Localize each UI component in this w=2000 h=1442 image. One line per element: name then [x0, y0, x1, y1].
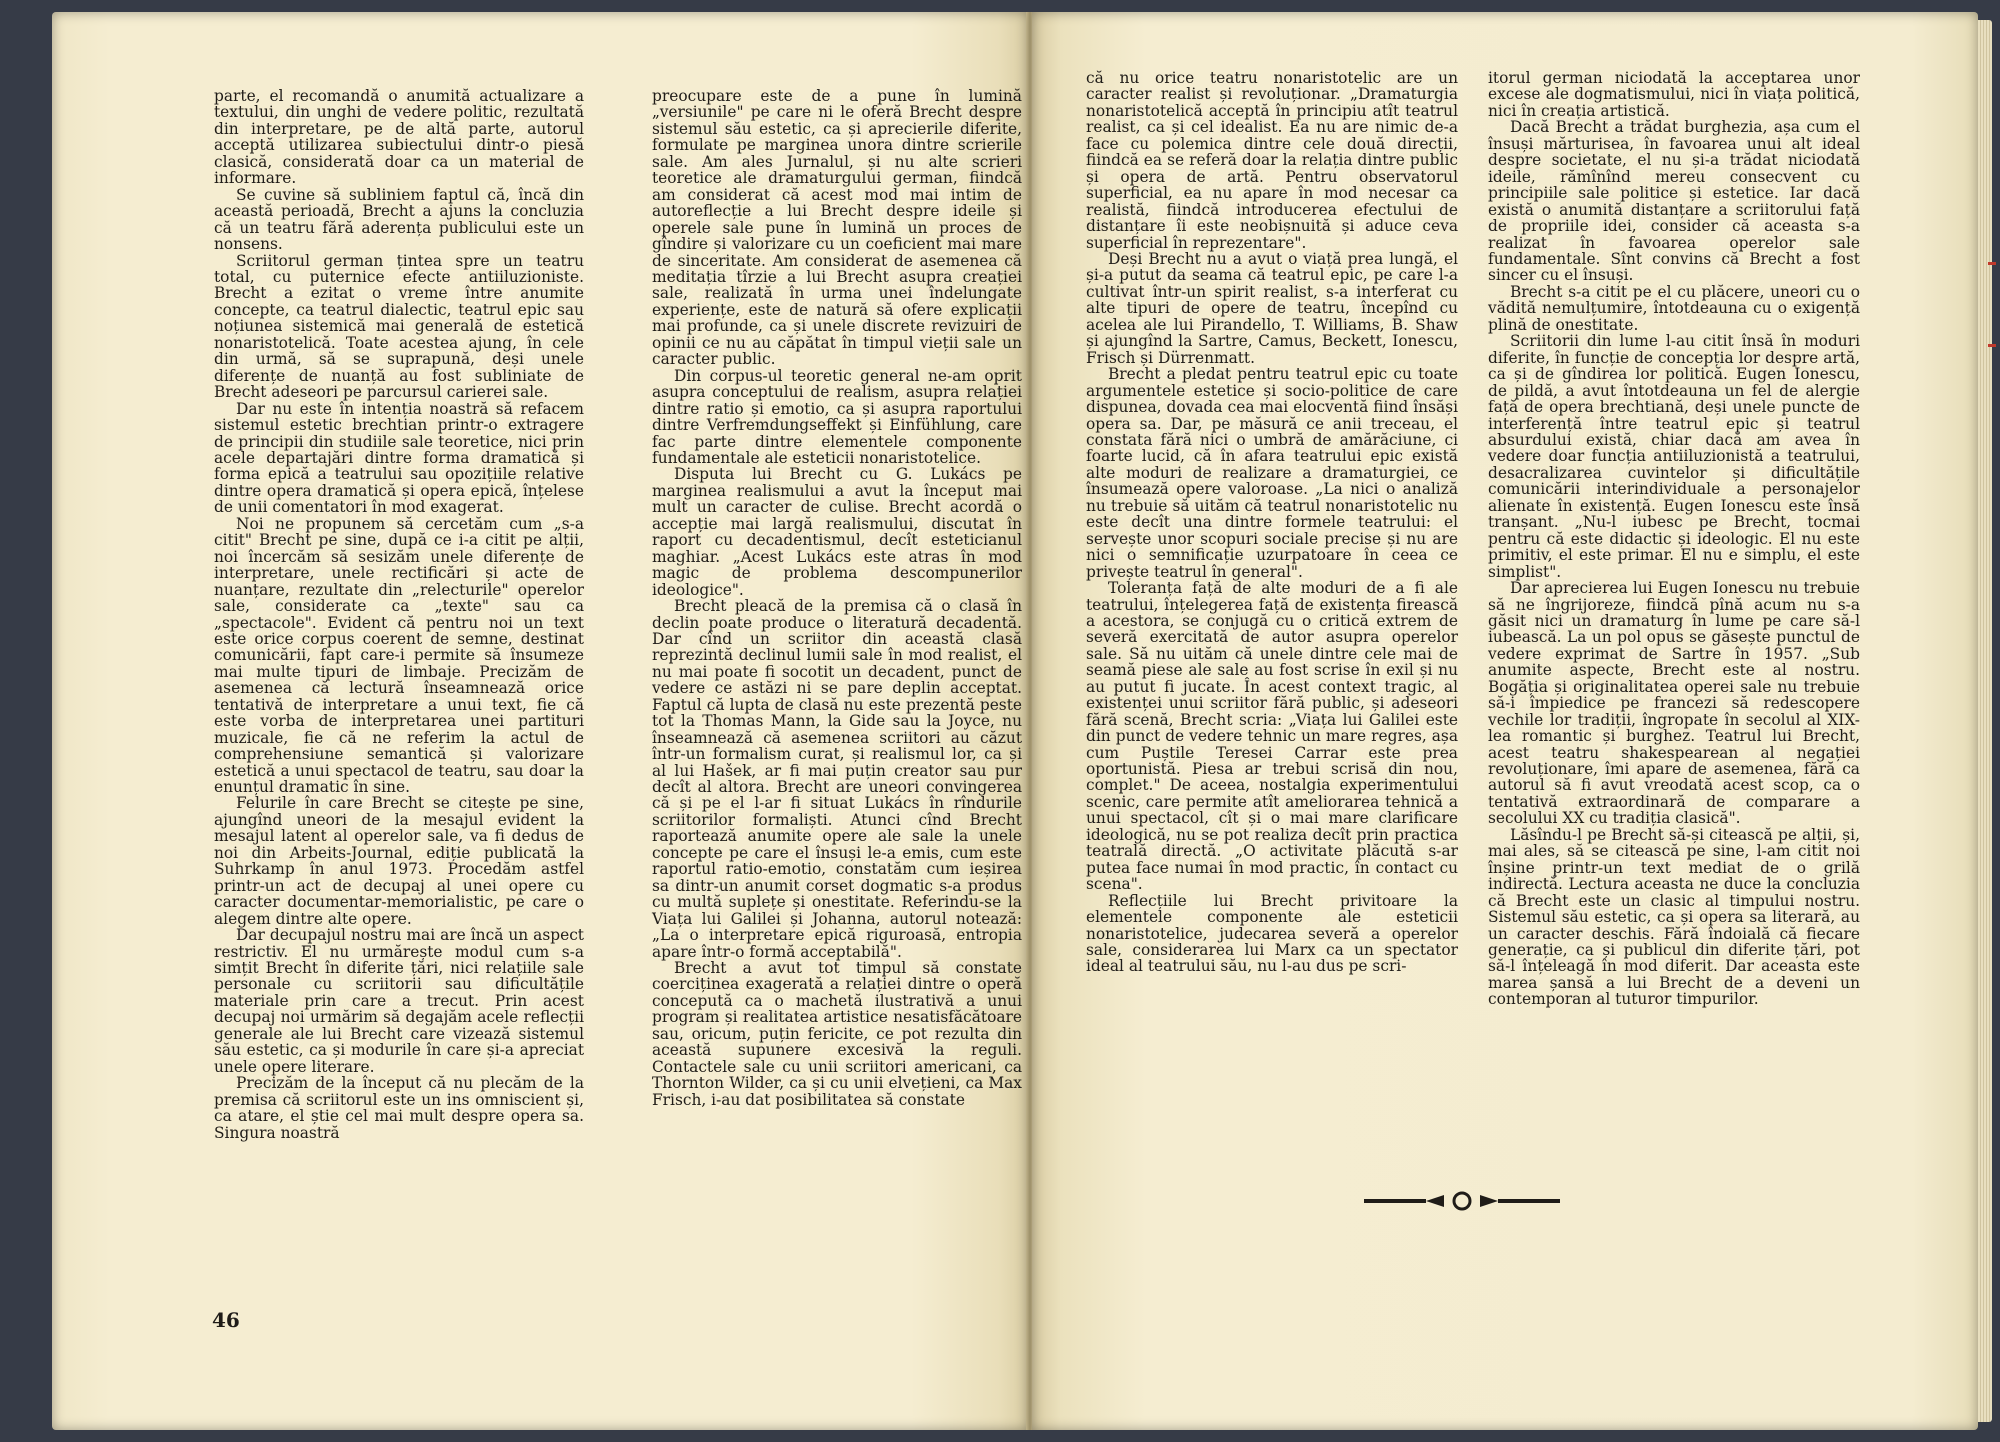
paragraph: Deși Brecht nu a avut o viață prea lungă, el și-a putut da seama că teatrul epic, pe care l-a cultivat într-un spirit realist, s-a interferat cu alte tipuri de opere de teatru, începînd cu acelea ale lui Pirandello, T. Williams, B. Shaw și ajungînd la Sartre, Camus, Beckett, Ionescu, Frisch și Dürrenmatt.: [1086, 249, 1458, 367]
paragraph: preocupare este de a pune în lumină „versiunile" pe care ni le oferă Brecht despre sistemul său estetic, ca și aprecierile diferite, formulate pe marginea unora dintre scrierile sale. Am ales Jurnalul, și nu alte scrieri teoretice ale dramaturgului german, fiindcă am considerat că acest mod mai intim de autoreflecție a lui Brecht despre ideile și operele sale pune în lumină un proces de gîndire și valorizare cu un coeficient mai mare de sinceritate. Am considerat de asemenea că meditația tîrzie a lui Brecht asupra creației sale, realizată în urma unei îndelungate experiențe, este de natură să ofere explicații mai profunde, ca și unele discrete revizuiri de opinii ce nu au căpătat în timpul vieții sale un caracter public.: [652, 87, 1022, 369]
paragraph: Brecht s-a citit pe el cu plăcere, uneori cu o vădită nemulțumire, întotdeauna cu o exigență plină de onestitate.: [1488, 282, 1860, 334]
paragraph: Se cuvine să subliniem faptul că, încă din această perioadă, Brecht a ajuns la concluzia că un teatru fără aderența publicului este un nonsens.: [214, 185, 584, 254]
text-column-1: [214, 88, 584, 1141]
text-column-3: [1086, 70, 1458, 975]
paragraph: Brecht pleacă de la premisa că o clasă în declin poate produce o literatură decadentă. Dar cînd un scriitor din această clasă reprezintă declinul lumii sale în mod realist, el nu mai poate fi socotit un decadent, punct de vedere ce astăzi ni se pare deplin acceptat. Faptul că lupta de clasă nu este prezentă peste tot la Thomas Mann, la Gide sau la Joyce, nu înseamnează că asemenea scriitori au căzut într-un formalism curat, și realismul lor, ca și al lui Hašek, ar fi mai puțin creator sau pur decît al altora. Brecht are uneori convingerea că și pe el l-ar fi situat Lukács în rîndurile scriitorilor formaliști. Atunci cînd Brecht raportează anumite opere ale sale la unele concepte pe care el însuși le-a emis, cum este raportul ratio-emotio, constatăm cum ieșirea sa dintr-un anumit corset dogmatic s-a produs cu multă suplețe și onestitate. Referindu-se la Viața lui Galilei și Johanna, autorul notează: „La o interpretare epică riguroasă, entropia apare într-o formă acceptabilă".: [652, 597, 1022, 961]
paragraph: Brecht a avut tot timpul să constate coerciținea exagerată a relației dintre o operă concepută ca o machetă ilustrativă a unui program și realitatea artistice nesatisfăcătoare sau, oricum, puțin fericite, ce pot rezulta din această supunere excesivă la reguli. Contactele sale cu unii scriitori americani, ca Thornton Wilder, ca și cu unii elvețieni, ca Max Frisch, i-au dat posibilitatea să constate: [652, 959, 1022, 1109]
paragraph: Dar decupajul nostru mai are încă un aspect restrictiv. El nu urmărește modul cum s-a simțit Brecht în diferite țări, nici relațiile sale personale cu scriitorii sau dificultățile materiale prin care a trecut. Prin acest decupaj noi urmărim să degajăm acele reflecții generale ale lui Brecht care vizează sistemul său estetic, ca și modurile în care și-a apreciat unele opere literare.: [214, 926, 584, 1076]
paragraph: că nu orice teatru nonaristotelic are un caracter realist și revoluționar. „Dramaturgia nonaristotelică acceptă în principiu atît teatrul realist, ca și cel idealist. Ea nu are nimic de-a face cu polemica dintre cele două direcții, fiindcă ea se referă doar la relația dintre public și opera de artă. Pentru observatorul superficial, ea nu apare în mod necesar ca realistă, fiindcă introducerea efectului de distanțare îi este neobișnuită și aduce ceva superficial în reprezentare".: [1086, 69, 1458, 252]
paragraph: Precizăm de la început că nu plecăm de la premisa că scriitorul este un ins omniscient și, ca atare, el știe cel mai mult despre opera sa. Singura noastră: [214, 1074, 584, 1142]
page-edges: [1978, 20, 1992, 1422]
paragraph: Noi ne propunem să cercetăm cum „s-a citit" Brecht pe sine, după ce i-a citit pe alții, noi încercăm să sesizăm unele diferențe de interpretare, unele rectificări și acte de nuanțare, rezultate din „relecturile" operelor sale, considerate ca „texte" sau ca „spectacole". Evident că pentru noi un text este orice corpus coerent de semne, destinat comunicării, fapt care-i permite să însumeze mai multe tipuri de limbaje. Precizăm de asemenea că lectură înseamnează orice tentativă de interpretare a unui text, fie că este vorba de interpretarea unei partituri muzicale, fie că ne referim la actul de comprehensiune semantică și valorizare estetică a unui spectacol de teatru, sau doar la enunțul dramatic în sine.: [214, 514, 584, 797]
paragraph: Disputa lui Brecht cu G. Lukács pe marginea realismului a avut la început mai mult un caracter de culise. Brecht acordă o accepție mai largă realismului, discutat în raport cu decadentismul, decît esteticianul maghiar. „Acest Lukács este atras în mod magic de problema descompunerilor ideologice".: [652, 465, 1022, 599]
paragraph: Din corpus-ul teoretic general ne-am oprit asupra conceptului de realism, asupra relației dintre ratio și emotio, ca și asupra raportului dintre Verfremdungseffekt și Einfühlung, care fac parte dintre elementele componente fundamentale ale esteticii nonaristotelice.: [652, 366, 1022, 467]
paragraph: Scriitorii din lume l-au citit însă în moduri diferite, în funcție de concepția lor despre artă, ca și de gîndirea lor politică. Eugen Ionescu, de pildă, a avut întotdeauna un fel de alergie față de opera brechtiană, deși unele puncte de interferență între teatrul epic și teatrul absurdului există, chiar dacă am avea în vedere doar funcția antiiluzionistă a teatrului, desacralizarea cuvintelor și dificultățile comunicării interindividuale a personajelor alienate în existență. Eugen Ionescu este însă tranșant. „Nu-l iubesc pe Brecht, tocmai pentru că este didactic și ideologic. El nu este primitiv, el este primar. El nu e simplu, el este simplist".: [1488, 332, 1860, 581]
ornament-divider-icon: [1362, 1186, 1562, 1216]
paragraph: Dar nu este în intenția noastră să refacem sistemul estetic brechtian printr-o extragere de principii din studiile sale teoretice, nici prin acele departajări dintre forma dramatică și forma epică a teatrului sau opozițiile relative dintre opera dramatică și opera epică, înțelese de unii comentatori în mod exagerat.: [214, 399, 584, 517]
paragraph: Reflecțiile lui Brecht privitoare la elementele componente ale esteticii nonaristotelice, judecarea severă a operelor sale, considerarea lui Marx ca un spectator ideal al teatrului său, nu l-au dus pe scri-: [1086, 891, 1458, 976]
paragraph: Scriitorul german țintea spre un teatru total, cu puternice efecte antiiluzioniste. Brecht a ezitat o vreme între anumite concepte, ca teatrul dialectic, teatrul epic sau noțiunea sistemică mai generală de estetică nonaristotelică. Toate acestea ajung, în cele din urmă, să se suprapună, deși unele diferențe de nuanță au fost subliniate de Brecht adeseori pe parcursul carierei sale.: [214, 251, 584, 402]
paragraph: Brecht a pledat pentru teatrul epic cu toate argumentele estetice și socio-politice de care dispunea, dovada cea mai elocventă fiind însăși opera sa. Dar, pe măsură ce anii treceau, el constata fără nici o umbră de amărăciune, ci foarte lucid, că în afara teatrului epic există alte moduri de realizare a dramaturgiei, ce însumează opere valoroase. „La nici o analiză nu trebuie să uităm că teatrul nonaristotelic nu este decît una dintre formele teatrului: el servește unor scopuri sociale precise și nu are nici o semnificație uzurpatoare în ceea ce privește teatrul în general".: [1086, 365, 1458, 581]
paragraph: Lăsîndu-l pe Brecht să-și citească pe alții, și, mai ales, să se citească pe sine, l-am citit noi înșine printr-un text mediat de o grilă indirectă. Lectura aceasta ne duce la concluzia că Brecht este un clasic al timpului nostru. Sistemul său estetic, ca și opera sa literară, au un caracter deschis. Fără îndoială că fiecare generație, ca și publicul din diferite țări, pot să-l înțeleagă în mod diferit. Dar aceasta este marea șansă a lui Brecht de a deveni un contemporan al tuturor timpurilor.: [1488, 825, 1860, 1009]
margin-mark: [1988, 262, 1996, 265]
paragraph: parte, el recomandă o anumită actualizare a textului, din unghi de vedere politic, rezultată din interpretare, pe de altă parte, autorul acceptă utilizarea subiectului dintr-o piesă clasică, considerată doar ca un material de informare.: [214, 87, 584, 188]
margin-mark: [1988, 344, 1996, 347]
paragraph: Felurile în care Brecht se citește pe sine, ajungînd uneori de la mesajul evident la mesajul latent al operelor sale, va fi dedus de noi din Arbeits-Journal, ediție publicată la Suhrkamp în anul 1973. Procedăm astfel printr-un act de decupaj al unei opere cu caracter documentar-memorialistic, pe care o alegem dintre alte opere.: [214, 794, 584, 928]
paragraph: Toleranța față de alte moduri de a fi ale teatrului, înțelegerea față de existența firească a acestora, se conjugă cu o critică extrem de severă exercitată de autor asupra operelor sale. Să nu uităm că unele dintre cele mai de seamă piese ale sale au fost scrise în exil și nu au putut fi jucate. În acest context tragic, al existenței unui scriitor fără public, și adeseori fără scenă, Brecht scria: „Viața lui Galilei este din punct de vedere tehnic un mare regres, așa cum Puștile Teresei Carrar este prea oportunistă. Piesa ar trebui scrisă din nou, complet." De aceea, nostalgia experimentului scenic, care permite atît ameliorarea tehnică a unui spectacol, cît și o mai mare clarificare ideologică, nu se pot realiza decît prin practica teatrală directă. „O activitate plăcută s-ar putea face numai în mod practic, în contact cu scena".: [1086, 579, 1458, 894]
text-column-4: [1488, 70, 1860, 1008]
paragraph: Dacă Brecht a trădat burghezia, așa cum el însuși mărturisea, în favoarea unui alt ideal despre societate, el nu și-a trădat niciodată ideile, rămînînd mereu consecvent cu principiile sale politice și estetice. Iar dacă există o anumită distanțare a scriitorului față de propriile idei, consider că aceasta s-a realizat în favoarea operelor sale fundamentale. Sînt convins că Brecht a fost sincer cu el însuși.: [1488, 118, 1860, 285]
paragraph: Dar aprecierea lui Eugen Ionescu nu trebuie să ne îngrijoreze, fiindcă pînă acum nu s-a găsit nici un dramaturg în lume pe care să-l iubească. La un pol opus se găsește punctul de vedere exprimat de Sartre în 1957. „Sub anumite aspecte, Brecht este al nostru. Bogăția și originalitatea operei sale nu trebuie să-i împiedice pe francezi să redescopere vechile lor tradiții, îngropate în secolul al XIX-lea romantic și burghez. Teatrul lui Brecht, acest teatru shakespearean al negației revoluționare, îmi apare de asemenea, fără ca autorul să fi avut vreodată acest scop, ca o tentativă extraordinară de comparare a secolului XX cu tradiția clasică".: [1488, 579, 1860, 828]
paragraph: itorul german niciodată la acceptarea unor excese ale dogmatismului, nici în viața politică, nici în creația artistică.: [1488, 69, 1860, 120]
text-column-2: [652, 88, 1022, 1108]
page-number: 46: [212, 1308, 240, 1332]
